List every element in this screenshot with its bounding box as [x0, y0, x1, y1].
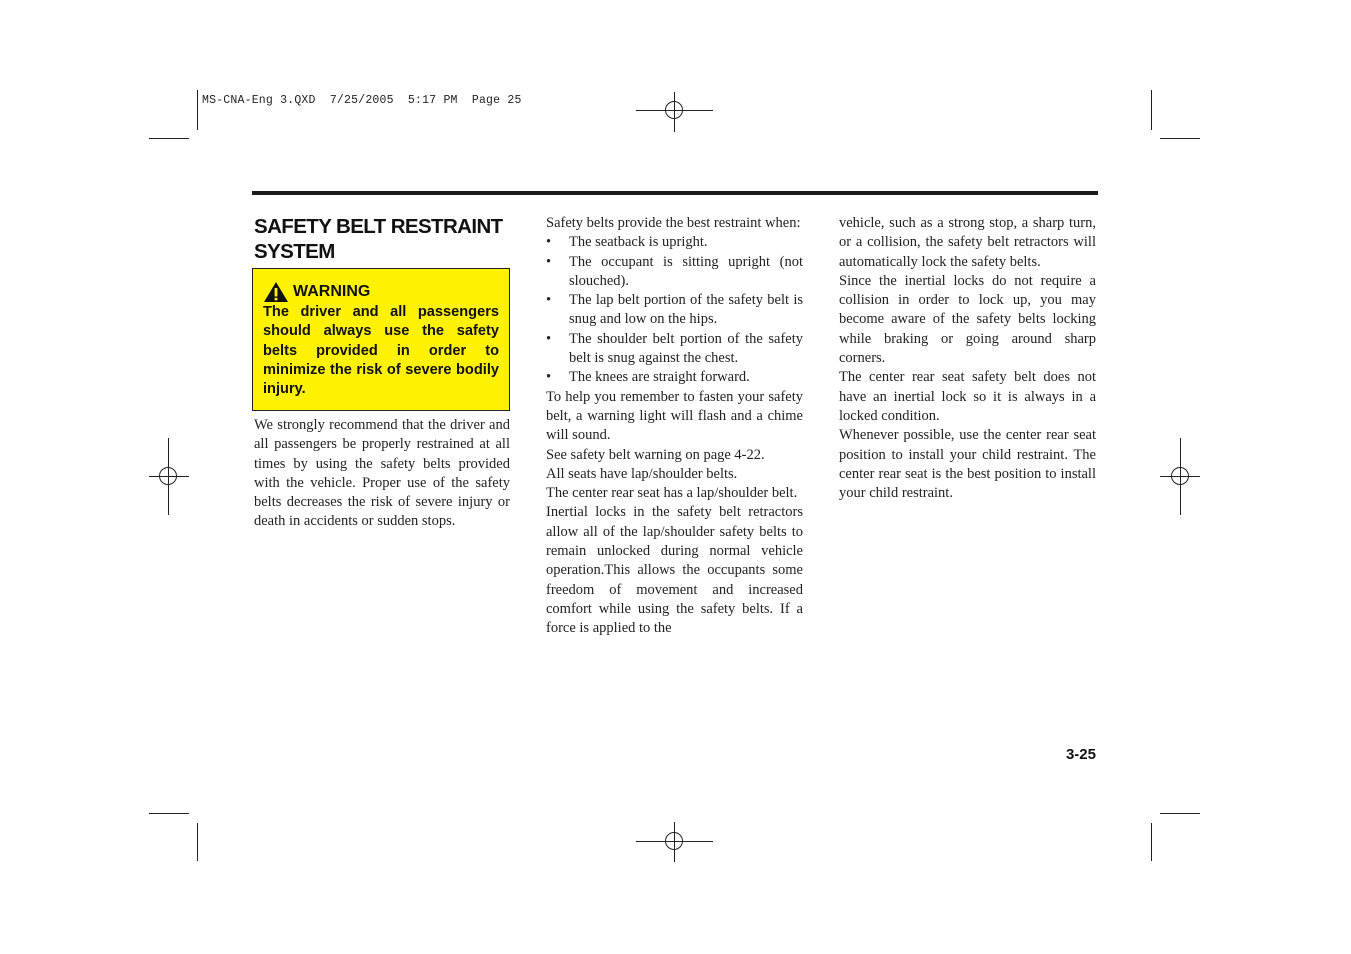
body-paragraph: Since the inertial locks do not require a collision in order to lock up, you may become aware of the safety belts locking while braking or going around sharp corners.: [839, 272, 1096, 367]
column-3: [839, 214, 1096, 503]
body-paragraph: Inertial locks in the safety belt retractors allow all of the lap/shoulder safety belts to remain unlocked during normal vehicle operation.This allows the occupants some freedom of movement and increased comfort while using the safety belts. If a force is applied to the: [546, 504, 803, 637]
warning-label: WARNING: [293, 283, 371, 300]
body-paragraph: The center rear seat has a lap/shoulder belt.: [546, 485, 798, 502]
warning-heading: [263, 281, 499, 303]
page-number: 3-25: [1065, 746, 1096, 763]
warning-box: [252, 268, 510, 411]
list-item: • The occupant is sitting upright (not slouched).: [546, 253, 803, 292]
column-2: [546, 214, 803, 639]
list-item: • The shoulder belt portion of the safety belt is snug against the chest.: [546, 330, 803, 369]
body-paragraph: vehicle, such as a strong stop, a sharp turn, or a collision, the safety belt retractors will automatically lock the safety belts.: [839, 215, 1096, 270]
conditions-list: [546, 233, 803, 387]
column-1: [254, 416, 510, 532]
list-item: • The lap belt portion of the safety belt is snug and low on the hips.: [546, 291, 803, 330]
list-item: • The seatback is upright.: [546, 233, 803, 252]
print-slug: MS-CNA-Eng 3.QXD 7/25/2005 5:17 PM Page 25: [202, 94, 522, 107]
body-paragraph: The center rear seat safety belt does not have an inertial lock so it is always in a locked condition.: [839, 369, 1096, 424]
intro-paragraph: Safety belts provide the best restraint when:: [546, 215, 801, 231]
list-item: • The knees are straight forward.: [546, 368, 803, 387]
warning-triangle-icon: [263, 281, 289, 303]
body-paragraph: Whenever possible, use the center rear seat position to install your child restraint. The center rear seat is the best position to install your child restraint.: [839, 427, 1096, 502]
header-rule: [252, 191, 1098, 195]
section-title: SAFETY BELT RESTRAINT SYSTEM: [254, 215, 503, 263]
warning-text: The driver and all passengers should always use the safety belts provided in order to minimize the risk of severe bodily injury.: [263, 304, 499, 398]
body-paragraph: To help you remember to fasten your safety belt, a warning light will flash and a chime will sound.: [546, 388, 803, 444]
body-paragraph: We strongly recommend that the driver and all passengers be properly restrained at all times by using the safety belts provided with the vehicle. Proper use of the safety belts decreases the risk of severe injury or death in accidents or sudden stops.: [254, 417, 510, 530]
body-paragraph: All seats have lap/shoulder belts.: [546, 465, 738, 482]
body-paragraph: See safety belt warning on page 4-22.: [546, 446, 765, 463]
